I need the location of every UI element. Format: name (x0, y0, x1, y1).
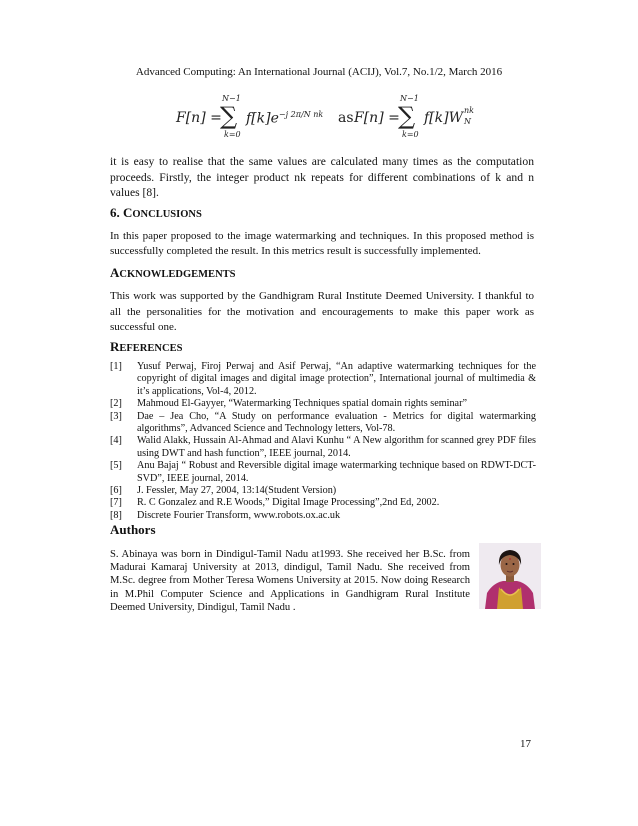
page-number: 17 (520, 738, 531, 750)
reference-text: R. C Gonzalez and R.E Woods,” Digital Image Processing”,2nd Ed, 2002. (137, 497, 440, 509)
references-heading (110, 339, 182, 355)
references-heading-first: R (110, 339, 120, 354)
formula-left-body (246, 110, 323, 127)
formula-left-sum-lower: k=0 (224, 130, 241, 139)
reference-text: Walid Alakk, Hussain Al-Ahmad and Alavi Kunhu “ A New algorithm for scanned grey PDF files using DWT and hash function”, IEEE journal, 2014. (137, 435, 536, 459)
references-heading-rest: EFERENCES (119, 343, 183, 354)
conclusions-heading-rest: ONCLUSIONS (132, 209, 202, 220)
reference-number: [3] (110, 410, 122, 422)
formula-right-sum-upper: N−1 (400, 94, 419, 103)
reference-text: Anu Bajaj “ Robust and Reversible digital image watermarking technique based on RDWT-DCT-SVD”, IEEE journal, 2014. (137, 460, 536, 484)
reference-number: [5] (110, 460, 122, 472)
dft-formula (176, 96, 476, 146)
conclusions-heading (110, 205, 202, 221)
author-photo (479, 543, 541, 609)
formula-right-sum-lower: k=0 (402, 130, 419, 139)
journal-header: Advanced Computing: An International Journal (ACIJ), Vol.7, No.1/2, March 2016 (135, 66, 503, 78)
acknowledgements-heading-first: A (110, 265, 120, 280)
formula-left-sigma: ∑ (220, 102, 238, 130)
reference-text: J. Fessler, May 27, 2004, 13:14(Student Version) (137, 485, 337, 497)
reference-number: [6] (110, 485, 122, 497)
reference-item (110, 460, 536, 485)
formula-right-lhs: F[n] = (354, 110, 400, 126)
formula-left-sum-upper: N−1 (222, 94, 241, 103)
formula-right-exp-sup: nk (463, 106, 474, 115)
reference-number: [8] (110, 509, 122, 521)
formula-left-lhs: F[n] = (176, 110, 222, 126)
reference-number: [4] (110, 435, 122, 447)
conclusions-heading-num: 6. C (110, 205, 133, 220)
formula-right-body (424, 106, 477, 126)
conclusions-text: In this paper proposed to the image watermarking and techniques. In this proposed method is successfully completed the result. In this metrics result is successfully implemented. (110, 230, 534, 257)
reference-item (110, 485, 536, 497)
formula-right-body-text: f[k]W (424, 110, 463, 126)
references-list (110, 361, 536, 522)
reference-number: [1] (110, 361, 122, 372)
author-photo-image (479, 543, 541, 609)
formula-right-exponent (463, 106, 477, 126)
intro-paragraph: it is easy to realise that the same values are calculated many times as the computation proceeds. Firstly, the integer product nk repeats for different combinations of k and n values [8]. (110, 155, 534, 199)
reference-item (110, 510, 536, 522)
reference-item (110, 361, 536, 398)
reference-text: Yusuf Perwaj, Firoj Perwaj and Asif Perwaj, “An adaptive watermarking techniques for the copyright of digital images and digital image protection”, International journal of multimedia & it’s applications, Vol-4, 2012. (137, 361, 536, 397)
formula-as-word: as (338, 110, 354, 126)
formula-right-sigma: ∑ (398, 102, 416, 130)
reference-text: Discrete Fourier Transform, www.robots.ox.ac.uk (137, 509, 341, 521)
authors-heading: Authors (110, 522, 156, 537)
acknowledgements-heading (110, 265, 236, 281)
formula-right-exp-sub: N (463, 117, 471, 126)
reference-item (110, 435, 536, 460)
reference-item (110, 497, 536, 509)
reference-text: Dae – Jea Cho, “A Study on performance evaluation - Metrics for digital watermarking algorithms”, Advanced Science and Technology letters, Vol-78. (137, 410, 536, 435)
reference-item (110, 398, 536, 410)
reference-item (110, 411, 536, 436)
formula-left-body-text: f[k]e (246, 110, 279, 127)
acknowledgements-heading-rest: CKNOWLEDGEMENTS (119, 269, 236, 280)
formula-left-exponent: −j 2π/N nk (278, 110, 324, 119)
author-bio: S. Abinaya was born in Dindigul-Tamil Nadu at1993. She received her B.Sc. from Madurai Kamaraj University at 2013, dindigul, Tamil Nadu. She received from M.Sc. degree from Mother Teresa Womens University at 2015. Now doing Research in M.Phil Computer Science and Applications in Gandhigram Rural Institute Deemed University, Dindigul, Tamil Nadu . (110, 549, 470, 613)
reference-number: [2] (110, 398, 122, 410)
reference-number: [7] (110, 497, 122, 509)
reference-text: Mahmoud El-Gayyer, “Watermarking Techniques spatial domain rights seminar” (137, 398, 467, 410)
acknowledgements-text: This work was supported by the Gandhigram Rural Institute Deemed University. I thankful to all the personalities for the motivation and encouragements to make this paper work as successful one. (110, 290, 534, 333)
